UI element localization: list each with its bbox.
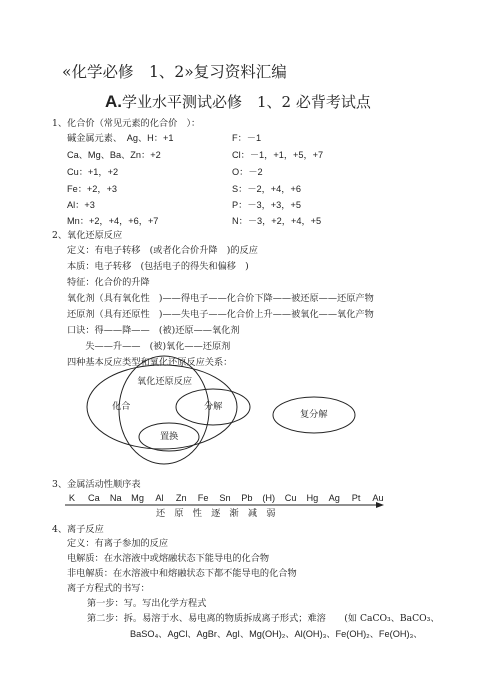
- section-3-heading: 3、金属活动性顺序表: [52, 479, 141, 490]
- valence-right-4: P：－3，+3，+5: [232, 200, 301, 210]
- redox-feature: 特征：化合价的升降: [67, 277, 150, 288]
- metal-symbol: Cu: [284, 493, 297, 503]
- section-1-heading: 1、化合价（常见元素的化合价 ）：: [52, 118, 201, 129]
- valence-right-3: S：－2，+4，+6: [232, 184, 301, 194]
- metal-symbol: Au: [372, 493, 384, 503]
- metal-symbol: Hg: [306, 493, 319, 503]
- section-4-heading: 4、离子反应: [52, 524, 104, 535]
- metal-symbol: Ag: [328, 493, 340, 503]
- venn-label-decomposition: 分解: [204, 401, 223, 412]
- valence-right-2: O：－2: [232, 167, 263, 177]
- valence-right-5: N：－3，+2，+4，+5: [232, 216, 322, 226]
- metal-symbol: Pb: [241, 493, 253, 503]
- reaction-types-intro: 四种基本反应类型和氧化还原反应关系：: [67, 357, 233, 368]
- valence-left-5: Mn：+2，+4，+6，+7: [67, 216, 159, 226]
- subtitle-text: 学业水平测试必修 1、2 必背考试点: [122, 93, 371, 111]
- venn-label-redox: 氧化还原反应: [137, 376, 193, 387]
- subtitle-letter: A.: [105, 92, 122, 111]
- metal-symbol: (H): [262, 493, 276, 503]
- ionic-definition: 定义：有离子参加的反应: [67, 538, 169, 549]
- step-2-continued: BaSO₄、AgCl、AgBr、AgI、Mg(OH)₂、Al(OH)₃、Fe(OH)₂、Fe(OH)₃、: [130, 629, 423, 639]
- redox-definition: 定义：有电子转移 (或者化合价升降 )的反应: [67, 245, 258, 256]
- mnemonic-line-2: 失——升—— (被)氧化——还原剂: [67, 341, 231, 352]
- metal-symbol: Ca: [87, 493, 100, 503]
- valence-left-0: 碱金属元素、 Ag、H：+1: [67, 133, 174, 143]
- valence-left-3: Fe：+2，+3: [67, 184, 118, 194]
- venn-label-combination: 化合: [112, 401, 131, 412]
- metal-symbol: Zn: [175, 493, 187, 503]
- metal-symbol: Mg: [131, 493, 144, 503]
- valence-left-4: Al：+3: [67, 200, 95, 210]
- electrolyte-definition: 电解质：在水溶液中或熔融状态下能导电的化合物: [67, 553, 270, 564]
- metal-symbol: Na: [109, 493, 122, 503]
- reducibility-trend: 还 原 性 逐 渐 减 弱: [156, 508, 276, 519]
- metal-symbol: Sn: [219, 493, 231, 503]
- nonelectrolyte-definition: 非电解质：在水溶液中和熔融状态下都不能导电的化合物: [67, 568, 297, 579]
- metal-symbol: K: [68, 493, 76, 503]
- mnemonic-line-1: 口诀：得——降—— (被)还原——氧化剂: [67, 325, 240, 336]
- metal-symbol: Pt: [351, 493, 361, 503]
- valence-left-1: Ca、Mg、Ba、Zn：+2: [67, 150, 161, 160]
- section-2-heading: 2、氧化还原反应: [52, 230, 123, 241]
- metal-symbol: Fe: [197, 493, 209, 503]
- reductant-line: 还原剂（具有还原性 )——失电子——化合价上升——被氧化——氧化产物: [67, 309, 374, 320]
- valence-right-0: F：－1: [232, 133, 262, 143]
- venn-label-displacement: 置换: [160, 431, 179, 442]
- venn-label-double-displacement: 复分解: [300, 409, 328, 420]
- activity-arrow-head: [376, 502, 384, 508]
- valence-left-2: Cu：+1，+2: [67, 167, 119, 177]
- valence-right-1: Cl：－1，+1，+5，+7: [232, 150, 324, 160]
- step-2: 第二步：拆。易溶于水、易电离的物质拆成离子形式；难溶 (如 CaCO₃、BaCO₃、: [87, 613, 440, 624]
- step-1: 第一步：写。写出化学方程式: [87, 598, 207, 609]
- redox-essence: 本质：电子转移 (包括电子的得失和偏移 ): [67, 261, 249, 272]
- metal-symbol: Al: [155, 493, 164, 503]
- ionic-equation-heading: 离子方程式的书写：: [67, 583, 150, 594]
- oxidant-line: 氧化剂（具有氧化性 )——得电子——化合价下降——被还原——还原产物: [67, 293, 374, 304]
- document-title: «化学必修 1、2»复习资料汇编: [62, 63, 287, 81]
